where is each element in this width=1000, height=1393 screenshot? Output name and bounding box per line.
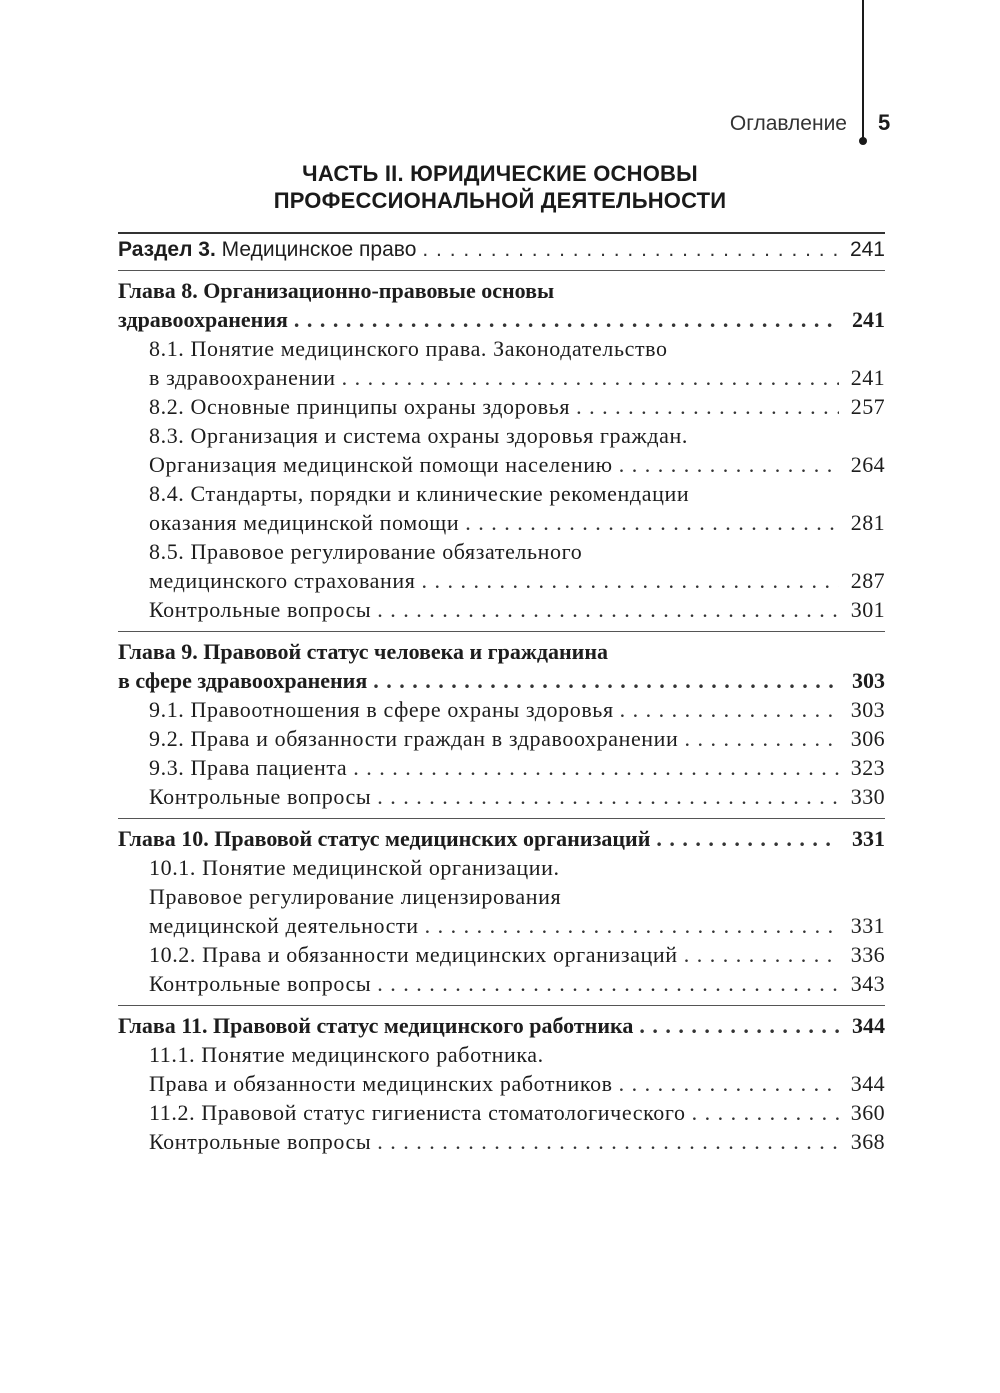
dot-leader: [656, 824, 839, 853]
dot-leader: [619, 1069, 839, 1098]
subsection-page: 336: [850, 942, 885, 967]
subsection-line: [118, 508, 885, 537]
dot-leader: [294, 305, 839, 334]
dot-leader: [377, 969, 839, 998]
subsection-page: 306: [850, 726, 885, 751]
subsection-text: Контрольные вопросы: [149, 971, 372, 996]
dot-leader: [620, 695, 839, 724]
subsection-page: 287: [850, 568, 885, 593]
subsection-line: [118, 753, 885, 782]
subsection-text: медицинского страхования: [149, 568, 416, 593]
chapter-entry[interactable]: [118, 818, 885, 1005]
chapter-title-line: [118, 824, 885, 853]
subsection-text: 11.1. Понятие медицинского работника.: [149, 1042, 544, 1067]
chapter-entry[interactable]: [118, 270, 885, 631]
subsection-line: [118, 882, 885, 911]
part-title-line-2: ПРОФЕССИОНАЛЬНОЙ ДЕЯТЕЛЬНОСТИ: [273, 188, 727, 213]
section-entry[interactable]: [118, 232, 885, 270]
subsection-page: 281: [850, 510, 885, 535]
chapter-title-line: [118, 666, 885, 695]
subsection-entry[interactable]: [118, 969, 885, 998]
dot-leader: [422, 235, 839, 264]
page-number: 5: [878, 110, 891, 135]
subsection-entry[interactable]: [118, 595, 885, 624]
dot-leader: [373, 666, 839, 695]
dot-leader: [465, 508, 839, 537]
subsection-page: 343: [850, 971, 885, 996]
subsection-entry[interactable]: [118, 853, 885, 940]
subsection-page: 344: [850, 1071, 885, 1096]
subsection-entry[interactable]: [118, 782, 885, 811]
subsection-line: [118, 537, 885, 566]
chapter-title-text: Глава 9. Правовой статус человека и гражданина: [118, 639, 609, 664]
header-vertical-rule: [862, 0, 864, 140]
chapter-page: 303: [852, 668, 885, 693]
subsection-text: 10.1. Понятие медицинской организации.: [149, 855, 560, 880]
subsection-text: 9.3. Права пациента: [149, 755, 348, 780]
subsection-entry[interactable]: [118, 1127, 885, 1156]
subsection-line: [118, 724, 885, 753]
subsection-line: [118, 450, 885, 479]
subsection-text: в здравоохранении: [149, 365, 336, 390]
chapter-page: 344: [852, 1013, 885, 1038]
subsection-text: медицинской деятельности: [149, 913, 419, 938]
section-label: Раздел 3.: [118, 238, 216, 261]
subsection-text: 11.2. Правовой статус гигиениста стоматологического: [149, 1100, 686, 1125]
subsection-page: 360: [850, 1100, 885, 1125]
subsection-entry[interactable]: [118, 334, 885, 392]
dot-leader: [576, 392, 839, 421]
subsection-line: [118, 595, 885, 624]
dot-leader: [692, 1098, 839, 1127]
subsection-line: [118, 1069, 885, 1098]
chapter-title-line: [118, 276, 885, 305]
subsection-text: Контрольные вопросы: [149, 597, 372, 622]
subsection-text: Организация медицинской помощи населению: [149, 452, 613, 477]
subsection-entry[interactable]: [118, 1040, 885, 1098]
subsection-line: [118, 479, 885, 508]
subsection-line: [118, 1040, 885, 1069]
subsection-page: 330: [850, 784, 885, 809]
table-of-contents: [118, 232, 885, 1163]
chapter-title-line: [118, 1011, 885, 1040]
subsection-text: Контрольные вопросы: [149, 784, 372, 809]
subsection-entry[interactable]: [118, 724, 885, 753]
chapter-page: 331: [852, 826, 885, 851]
subsection-line: [118, 969, 885, 998]
chapter-title-text: Глава 10. Правовой статус медицинских организаций: [118, 826, 651, 851]
dot-leader: [684, 724, 839, 753]
subsection-page: 368: [850, 1129, 885, 1154]
subsection-text: 8.1. Понятие медицинского права. Законодательство: [149, 336, 668, 361]
subsection-text: 8.4. Стандарты, порядки и клинические рекомендации: [149, 481, 690, 506]
subsection-line: [118, 334, 885, 363]
subsection-text: 8.2. Основные принципы охраны здоровья: [149, 394, 571, 419]
section-name: Медицинское право: [215, 238, 417, 261]
subsection-text: оказания медицинской помощи: [149, 510, 460, 535]
part-title: [118, 160, 882, 214]
subsection-entry[interactable]: [118, 479, 885, 537]
section-title: [118, 235, 416, 264]
subsection-page: 264: [850, 452, 885, 477]
subsection-line: [118, 392, 885, 421]
subsection-entry[interactable]: [118, 1098, 885, 1127]
subsection-entry[interactable]: [118, 537, 885, 595]
subsection-page: 241: [850, 365, 885, 390]
chapter-title-text: в сфере здравоохранения: [118, 668, 368, 693]
subsection-text: Правовое регулирование лицензирования: [149, 884, 562, 909]
dot-leader: [422, 566, 840, 595]
subsection-text: 10.2. Права и обязанности медицинских организаций: [149, 942, 678, 967]
subsection-entry[interactable]: [118, 940, 885, 969]
dot-leader: [425, 911, 839, 940]
subsection-text: 8.5. Правовое регулирование обязательного: [149, 539, 583, 564]
subsection-entry[interactable]: [118, 421, 885, 479]
subsection-line: [118, 853, 885, 882]
part-title-line-1: ЧАСТЬ II. ЮРИДИЧЕСКИЕ ОСНОВЫ: [302, 161, 698, 186]
subsection-text: 9.2. Права и обязанности граждан в здравоохранении: [149, 726, 679, 751]
subsection-line: [118, 1098, 885, 1127]
dot-leader: [684, 940, 839, 969]
subsection-text: 9.1. Правоотношения в сфере охраны здоровья: [149, 697, 614, 722]
subsection-line: [118, 566, 885, 595]
subsection-page: 323: [850, 755, 885, 780]
header-rule-dot: [859, 137, 867, 145]
dot-leader: [639, 1011, 839, 1040]
chapter-title-line: [118, 305, 885, 334]
subsection-page: 301: [850, 597, 885, 622]
subsection-line: [118, 782, 885, 811]
chapter-entry[interactable]: [118, 1005, 885, 1163]
chapter-title-text: Глава 11. Правовой статус медицинского работника: [118, 1013, 634, 1038]
subsection-page: 331: [850, 913, 885, 938]
subsection-text: Контрольные вопросы: [149, 1129, 372, 1154]
subsection-line: [118, 363, 885, 392]
dot-leader: [377, 1127, 839, 1156]
chapter-title-line: [118, 637, 885, 666]
chapter-page: 241: [852, 307, 885, 332]
subsection-line: [118, 1127, 885, 1156]
section-page: 241: [849, 238, 885, 261]
chapter-title-text: здравоохранения: [118, 307, 288, 332]
subsection-line: [118, 421, 885, 450]
chapter-entry[interactable]: [118, 631, 885, 818]
dot-leader: [377, 595, 839, 624]
dot-leader: [619, 450, 839, 479]
subsection-line: [118, 940, 885, 969]
dot-leader: [377, 782, 839, 811]
subsection-line: [118, 911, 885, 940]
subsection-entry[interactable]: [118, 695, 885, 724]
subsection-entry[interactable]: [118, 753, 885, 782]
section-line: [118, 235, 885, 264]
subsection-page: 257: [850, 394, 885, 419]
subsection-page: 303: [850, 697, 885, 722]
subsection-text: Права и обязанности медицинских работников: [149, 1071, 613, 1096]
subsection-entry[interactable]: [118, 392, 885, 421]
chapter-title-text: Глава 8. Организационно-правовые основы: [118, 278, 555, 303]
running-title: Оглавление: [729, 112, 847, 135]
subsection-line: [118, 695, 885, 724]
subsection-text: 8.3. Организация и система охраны здоровья граждан.: [149, 423, 688, 448]
dot-leader: [342, 363, 839, 392]
dot-leader: [353, 753, 839, 782]
